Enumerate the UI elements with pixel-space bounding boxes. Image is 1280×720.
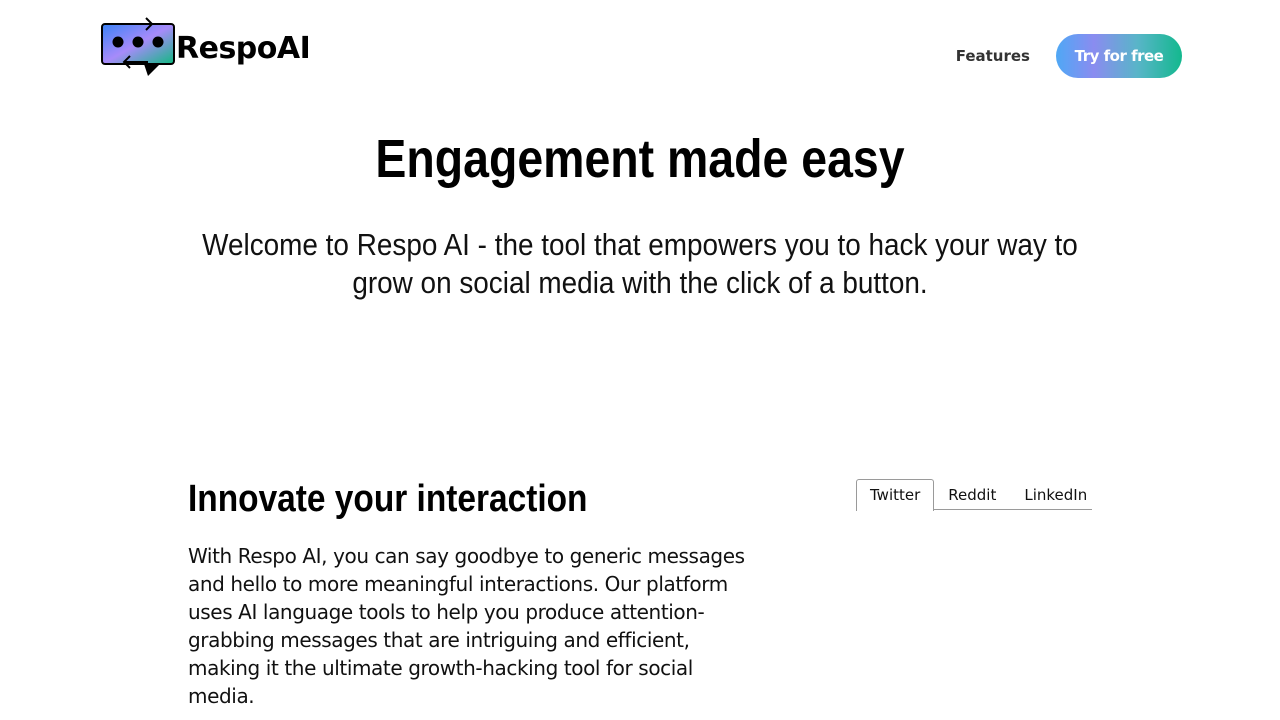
section-body: With Respo AI, you can say goodbye to generic messages and hello to more meaningful interactions. Our platform uses AI language tools to help you produce attention-grabbing messages that are intriguing and efficient, making it the ultimate growth-hacking tool for social media. <box>188 544 745 708</box>
chat-bubble-logo-icon <box>100 16 178 78</box>
hero-title: Engagement made easy <box>375 129 905 189</box>
section-title: Innovate your interaction <box>188 478 588 520</box>
platform-tabs <box>856 479 1092 510</box>
tab-twitter[interactable]: Twitter <box>856 479 934 511</box>
brand-name: RespoAI <box>176 30 311 66</box>
hero-subtitle: Welcome to Respo AI - the tool that empowers you to hack your way to grow on social media with the click of a button. <box>202 227 1078 300</box>
tab-reddit[interactable]: Reddit <box>948 486 997 504</box>
tab-linkedin[interactable]: LinkedIn <box>1024 486 1088 504</box>
brand-logo[interactable] <box>100 16 310 78</box>
try-for-free-button[interactable]: Try for free <box>1056 34 1182 78</box>
top-nav <box>956 34 1182 78</box>
nav-features-link[interactable]: Features <box>955 47 1030 65</box>
